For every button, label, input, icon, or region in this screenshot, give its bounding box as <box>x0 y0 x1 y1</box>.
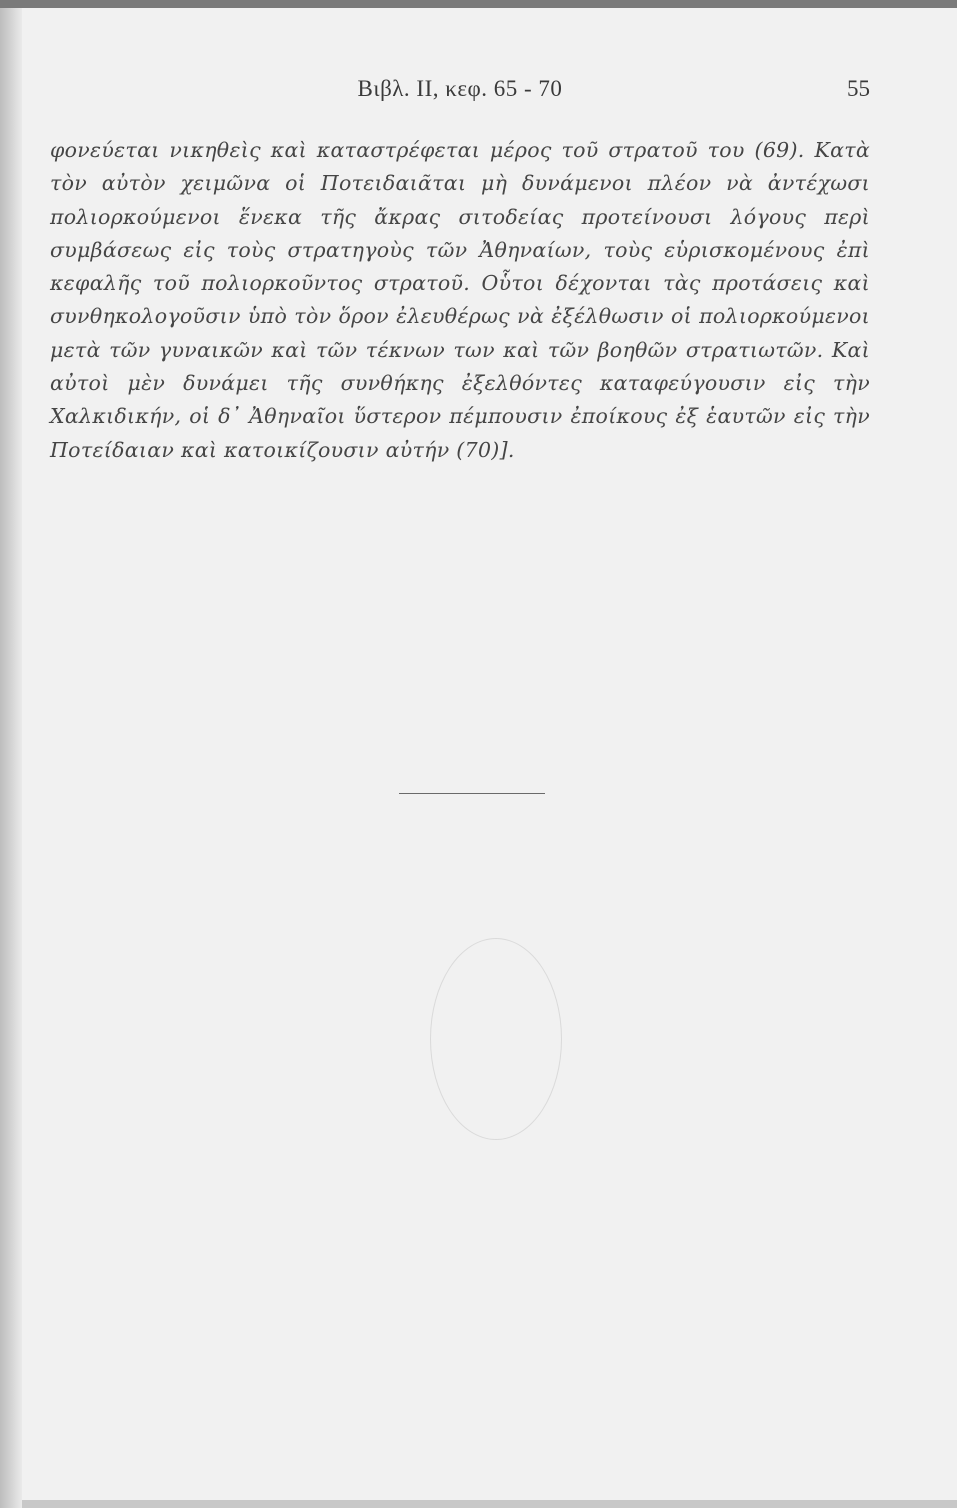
running-head: Βιβλ. II, κεφ. 65 - 70 <box>357 76 563 101</box>
show-through-mark <box>430 938 562 1140</box>
body-paragraph: φονεύεται νικηθεὶς καὶ καταστρέφεται μέρος τοῦ στρατοῦ του (69). Κατὰ τὸν αὐτὸν χειμῶνα οἱ Ποτειδαιᾶται μὴ δυνάμενοι πλέον νὰ ἀντέχωσι πολιορκούμενοι ἕνεκα τῆς ἄκρας σιτοδείας προτείνουσι λόγους περὶ συμβάσεως εἰς τοὺς στρατηγοὺς τῶν Ἀθηναίων, τοὺς εὑρισκομένους ἐπὶ κεφαλῆς τοῦ πολιορκοῦντος στρατοῦ. Οὗτοι δέχονται τὰς προτάσεις καὶ συνθηκολογοῦσιν ὑπὸ τὸν ὅρον ἐλευθέρως νὰ ἐξέλθωσιν οἱ πολιορκούμενοι μετὰ τῶν γυναικῶν καὶ τῶν τέκνων των καὶ τῶν βοηθῶν στρατιωτῶν. Καὶ αὐτοὶ μὲν δυνάμει τῆς συνθήκης ἐξελθόντες καταφεύγουσιν εἰς τὴν Χαλκιδικήν, οἱ δ᾽ Ἀθηναῖοι ὕστερον πέμπουσιν ἐποίκους ἐξ ἑαυτῶν εἰς τὴν Ποτείδαιαν καὶ κατοικίζουσιν αὐτήν (70)]. <box>50 138 870 462</box>
section-divider-rule <box>399 793 545 794</box>
page-spine-shadow <box>0 8 22 1508</box>
page-header <box>50 76 870 116</box>
page-number: 55 <box>847 76 870 101</box>
